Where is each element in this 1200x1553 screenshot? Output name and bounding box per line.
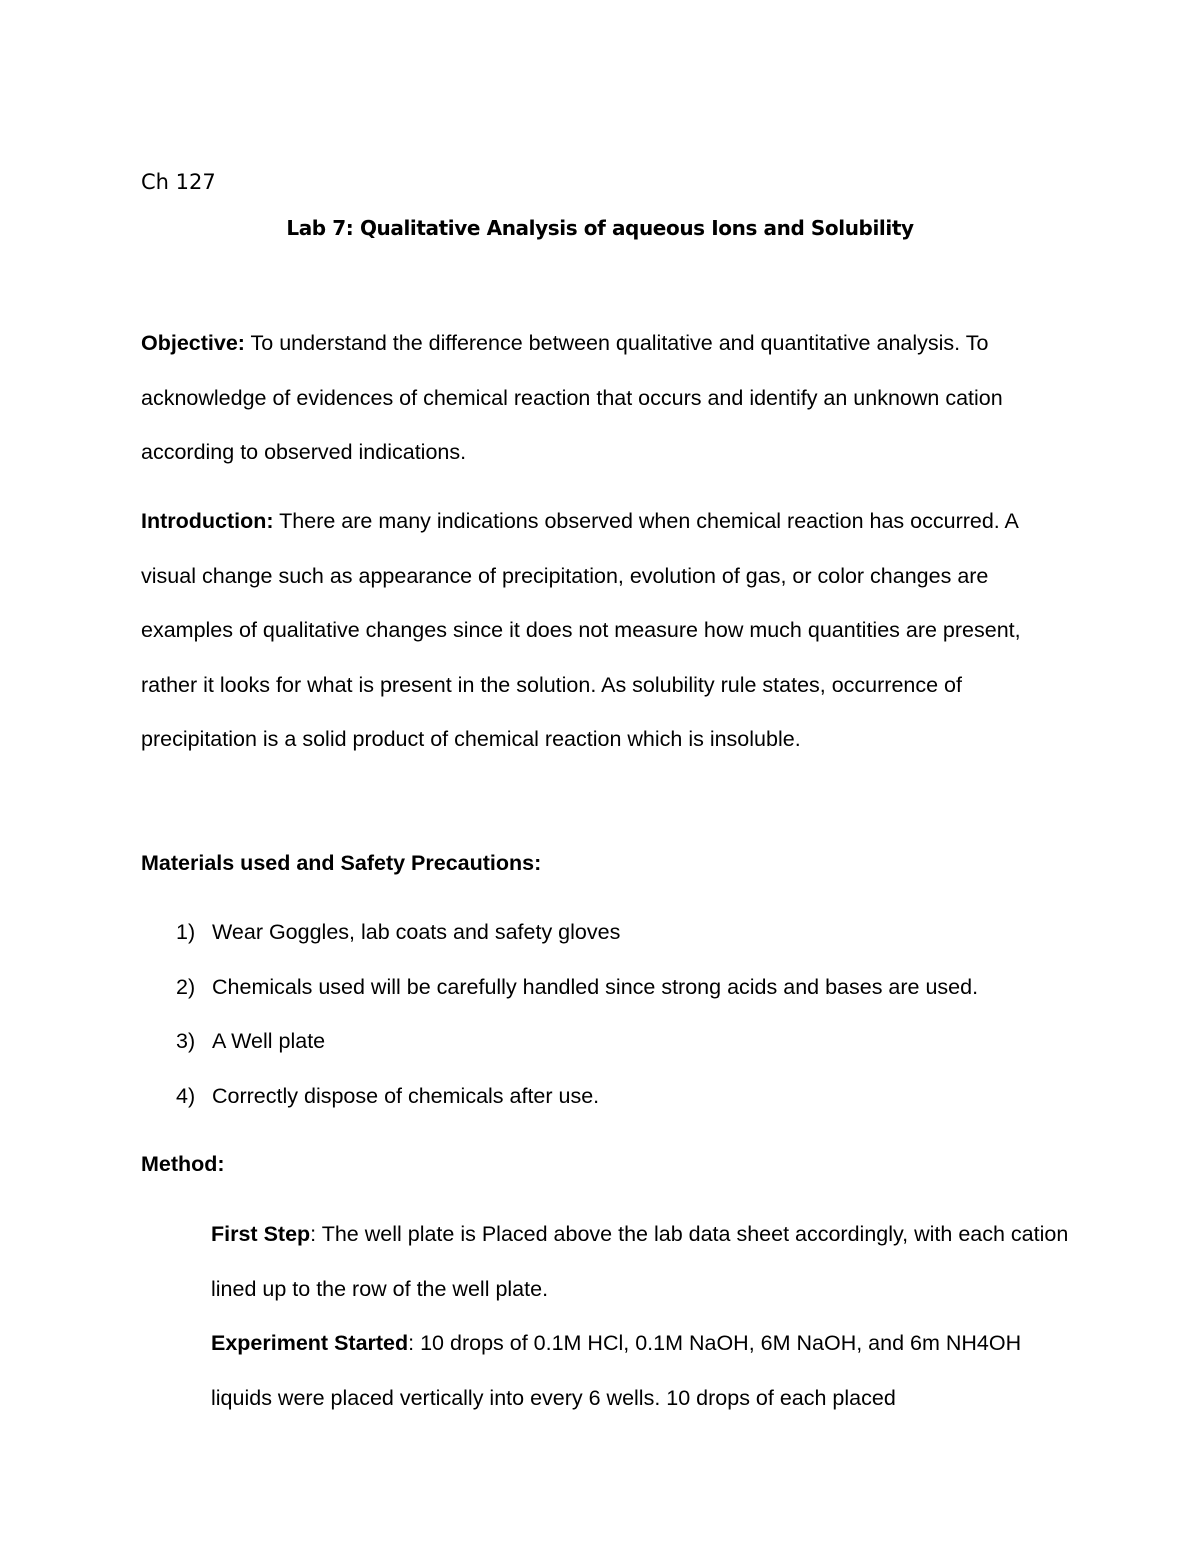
- introduction-text: There are many indications observed when chemical reaction has occurred. A visual change such as appearance of precipitation, evolution of gas, or color changes are examples of qualitative changes since it does not measure how much quantities are present, rather it looks for what is present in the solution. As solubility rule states, occurrence of precipitation is a solid product of chemical reaction which is insoluble.: [141, 509, 1021, 751]
- objective-paragraph: [141, 316, 1071, 480]
- objective-text: To understand the difference between qualitative and quantitative analysis. To acknowledge of evidences of chemical reaction that occurs and identify an unknown cation according to observed indications.: [141, 331, 1003, 464]
- introduction-paragraph: [141, 494, 1071, 767]
- step-text: : The well plate is Placed above the lab data sheet accordingly, with each cation lined up to the row of the well plate.: [211, 1222, 1069, 1301]
- list-item: [141, 1069, 1071, 1124]
- list-item-text: Chemicals used will be carefully handled since strong acids and bases are used.: [212, 974, 979, 999]
- list-item-number: 3): [176, 1029, 196, 1053]
- list-item-text: Wear Goggles, lab coats and safety gloves: [212, 920, 621, 944]
- materials-heading: Materials used and Safety Precautions:: [141, 851, 542, 875]
- list-item-text: Correctly dispose of chemicals after use.: [212, 1083, 600, 1108]
- list-item-number: 2): [176, 974, 196, 999]
- step-label: Experiment Started: [211, 1331, 409, 1355]
- course-code: Ch 127: [141, 170, 216, 194]
- list-item: [141, 905, 1071, 960]
- list-item-number: 4): [176, 1083, 196, 1108]
- method-heading: Method:: [141, 1152, 225, 1176]
- introduction-label: Introduction:: [141, 509, 274, 533]
- method-step-experiment: [211, 1316, 1071, 1425]
- list-item: [141, 1014, 1071, 1069]
- list-item-text: A Well plate: [212, 1029, 326, 1053]
- objective-label: Objective:: [141, 331, 245, 355]
- step-text: : 10 drops of 0.1M HCl, 0.1M NaOH, 6M NaOH, and 6m NH4OH liquids were placed vertically into every 6 wells. 10 drops of each placed: [211, 1331, 1022, 1410]
- document-title: Lab 7: Qualitative Analysis of aqueous Ions and Solubility: [286, 216, 914, 240]
- list-item: [141, 960, 1071, 1015]
- method-step-first: [211, 1207, 1071, 1316]
- materials-list: [141, 905, 1071, 1123]
- step-label: First Step: [211, 1222, 311, 1246]
- list-item-number: 1): [176, 920, 196, 944]
